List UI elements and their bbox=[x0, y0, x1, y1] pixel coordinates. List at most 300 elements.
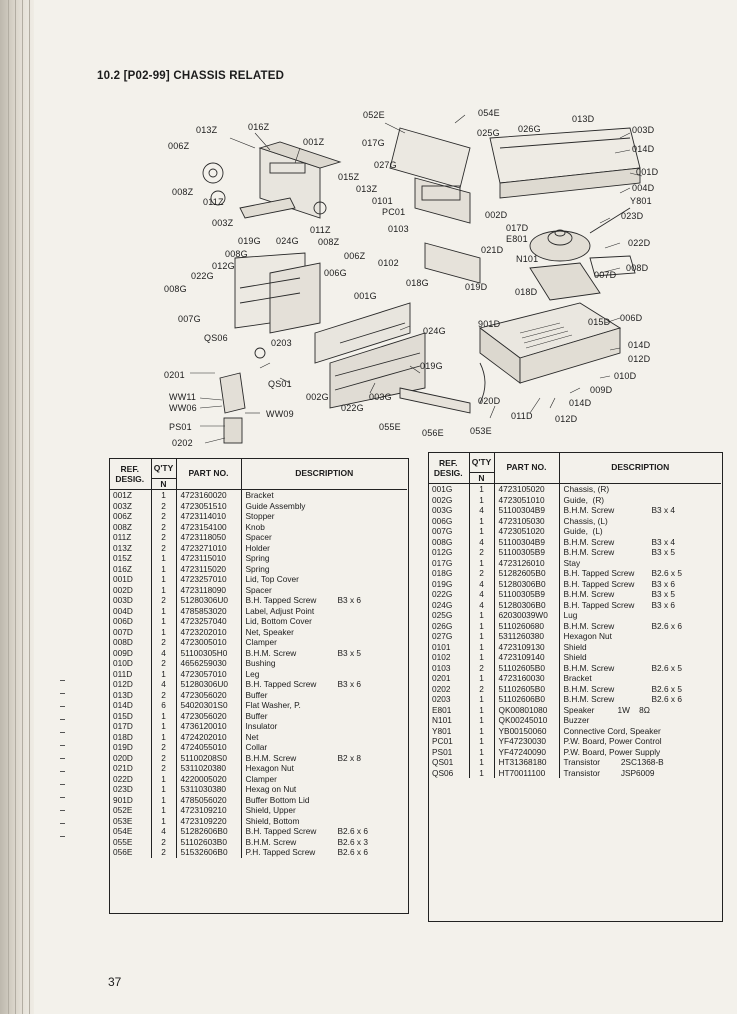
description-cell bbox=[241, 669, 407, 680]
description-cell bbox=[241, 837, 407, 848]
description-cell bbox=[559, 652, 721, 663]
part-no-cell: 4723109210 bbox=[176, 805, 241, 816]
ref-desig-cell: 013Z bbox=[109, 543, 151, 554]
callout-label: 011D bbox=[511, 411, 533, 421]
description-text: B.H. Tapped Screw bbox=[563, 578, 635, 589]
ref-desig-cell: 002G bbox=[428, 495, 469, 506]
size-spec-text: B2.6 x 5 bbox=[651, 683, 682, 694]
description-cell bbox=[241, 595, 407, 606]
description-cell bbox=[241, 627, 407, 638]
callout-label: 012D bbox=[628, 354, 651, 364]
qty-cell: 4 bbox=[469, 600, 494, 611]
table-row bbox=[428, 505, 721, 516]
ref-desig-cell: 012D bbox=[109, 679, 151, 690]
qty-cell: 1 bbox=[151, 574, 176, 585]
ref-desig-cell: 015Z bbox=[109, 553, 151, 564]
qty-cell: 1 bbox=[469, 558, 494, 569]
part-no-cell: 51280306B0 bbox=[494, 600, 559, 611]
qty-cell: 1 bbox=[151, 490, 176, 501]
callout-label: 023D bbox=[621, 211, 644, 221]
table-row bbox=[109, 732, 407, 743]
qty-cell: 1 bbox=[151, 616, 176, 627]
description-cell bbox=[559, 568, 721, 579]
description-text: P.W. Board, Power Control bbox=[563, 736, 662, 746]
description-text: P.H. Tapped Screw bbox=[245, 847, 316, 857]
ref-desig-cell: 052E bbox=[109, 805, 151, 816]
table-row bbox=[428, 642, 721, 653]
qty-cell: 4 bbox=[151, 826, 176, 837]
qty-cell: 2 bbox=[469, 547, 494, 558]
callout-label: 017G bbox=[362, 138, 385, 148]
table-row bbox=[428, 631, 721, 642]
callout-label: 014D bbox=[569, 398, 592, 408]
ref-desig-cell: 054E bbox=[109, 826, 151, 837]
table-row bbox=[428, 516, 721, 527]
qty-cell: 1 bbox=[151, 564, 176, 575]
qty-cell: 2 bbox=[151, 501, 176, 512]
part-no-cell: 4723202010 bbox=[176, 627, 241, 638]
ref-desig-cell: 0102 bbox=[428, 652, 469, 663]
part-no-cell: 4723271010 bbox=[176, 543, 241, 554]
description-cell bbox=[241, 606, 407, 617]
description-text: Shield, Bottom bbox=[245, 815, 300, 826]
callout-label: 024G bbox=[276, 236, 299, 246]
description-text: Lug bbox=[563, 610, 578, 620]
callout-label: QS01 bbox=[268, 379, 292, 389]
table-row bbox=[109, 711, 407, 722]
part-no-cell: 4785853020 bbox=[176, 606, 241, 617]
callout-label: 025G bbox=[477, 128, 500, 138]
part-no-cell: 4723118050 bbox=[176, 532, 241, 543]
part-no-cell: 4723051020 bbox=[494, 526, 559, 537]
qty-cell: 6 bbox=[151, 700, 176, 711]
qty-cell: 4 bbox=[469, 589, 494, 600]
table-row bbox=[428, 568, 721, 579]
callout-label: 022G bbox=[341, 403, 364, 413]
part-no-cell: 5311030380 bbox=[176, 784, 241, 795]
section-title: 10.2 [P02-99] CHASSIS RELATED bbox=[97, 70, 285, 82]
table-row bbox=[428, 621, 721, 632]
description-cell bbox=[241, 543, 407, 554]
callout-label: 0201 bbox=[164, 370, 185, 380]
top-cover-part bbox=[490, 128, 640, 198]
qty-cell: 1 bbox=[469, 768, 494, 779]
callout-label: 008D bbox=[626, 263, 649, 273]
table-row bbox=[109, 501, 407, 512]
qty-cell: 2 bbox=[151, 511, 176, 522]
qty-cell: 2 bbox=[151, 753, 176, 764]
description-cell bbox=[241, 795, 407, 806]
qty-header: Q'TY bbox=[469, 452, 494, 472]
description-cell bbox=[559, 694, 721, 705]
size-spec-text: B3 x 4 bbox=[651, 536, 676, 547]
description-text: Lid, Bottom Cover bbox=[245, 616, 312, 626]
part-no-cell: 4723109130 bbox=[494, 642, 559, 653]
description-cell bbox=[241, 648, 407, 659]
callout-label: 002D bbox=[485, 210, 508, 220]
description-cell bbox=[559, 747, 721, 758]
description-text: Bracket bbox=[563, 673, 592, 683]
size-spec-text: B3 x 4 bbox=[651, 505, 676, 515]
description-text: Buffer bbox=[245, 689, 268, 700]
callout-label: PS01 bbox=[169, 422, 192, 432]
description-header: DESCRIPTION bbox=[241, 458, 407, 490]
table-row bbox=[109, 784, 407, 795]
qty-cell: 4 bbox=[469, 537, 494, 548]
callout-label: E801 bbox=[506, 234, 528, 244]
table-row bbox=[109, 774, 407, 785]
table-row bbox=[428, 705, 721, 716]
qty-cell: 4 bbox=[469, 505, 494, 516]
callout-label: 022G bbox=[191, 271, 214, 281]
qty-cell: 2 bbox=[151, 637, 176, 648]
description-cell bbox=[241, 826, 407, 837]
callout-label: WW09 bbox=[266, 409, 294, 419]
description-text: Spring bbox=[245, 563, 270, 574]
callout-label: 027G bbox=[374, 160, 397, 170]
size-spec-text: B2.6 x 6 bbox=[651, 694, 682, 704]
description-text: B.H.M. Screw bbox=[563, 620, 615, 631]
part-no-cell: 4723109220 bbox=[176, 816, 241, 827]
ref-desig-cell: 023D bbox=[109, 784, 151, 795]
description-text: B.H.M. Screw bbox=[245, 647, 297, 658]
description-text: Net bbox=[245, 731, 259, 742]
callout-label: Y801 bbox=[630, 196, 652, 206]
ref-desig-cell: 006D bbox=[109, 616, 151, 627]
callout-label: 008G bbox=[225, 249, 248, 259]
part-no-cell: 51100304B9 bbox=[494, 505, 559, 516]
callout-label: 014D bbox=[628, 340, 651, 350]
part-no-cell: 4723057010 bbox=[176, 669, 241, 680]
size-spec-text: B2.6 x 6 bbox=[337, 826, 368, 836]
ref-desig-cell: 018G bbox=[428, 568, 469, 579]
ref-desig-cell: 018D bbox=[109, 732, 151, 743]
size-spec-text: B3 x 5 bbox=[651, 589, 676, 599]
part-no-cell: 51100304B9 bbox=[494, 537, 559, 548]
qty-cell: 2 bbox=[151, 690, 176, 701]
ref-desig-cell: 026G bbox=[428, 621, 469, 632]
ref-desig-cell: 012G bbox=[428, 547, 469, 558]
table-row bbox=[428, 757, 721, 768]
callout-label: 006D bbox=[620, 313, 643, 323]
description-text: B.H.M. Screw bbox=[563, 505, 615, 515]
description-text: Buzzer bbox=[563, 715, 590, 725]
page-edge-line bbox=[29, 0, 30, 1014]
callout-label: 014D bbox=[632, 144, 655, 154]
part-no-cell: 4656259030 bbox=[176, 658, 241, 669]
callout-label: 001G bbox=[354, 291, 377, 301]
ref-desig-cell: 008G bbox=[428, 537, 469, 548]
description-cell bbox=[559, 673, 721, 684]
ref-desig-cell: 003Z bbox=[109, 501, 151, 512]
part-no-cell: 4723154100 bbox=[176, 522, 241, 533]
description-text: B.H.M. Screw bbox=[563, 536, 615, 547]
part-no-cell: 4723056020 bbox=[176, 690, 241, 701]
description-cell bbox=[241, 690, 407, 701]
table-row bbox=[109, 606, 407, 617]
description-text: Clamper bbox=[245, 773, 277, 784]
table-row bbox=[109, 826, 407, 837]
part-no-cell: 51100305H0 bbox=[176, 648, 241, 659]
table-row bbox=[109, 511, 407, 522]
table-row bbox=[428, 726, 721, 737]
part-no-cell: 51102606B0 bbox=[494, 694, 559, 705]
ref-desig-cell: 016Z bbox=[109, 564, 151, 575]
table-row bbox=[428, 663, 721, 674]
part-no-cell: 4724202010 bbox=[176, 732, 241, 743]
ref-desig-cell: 022G bbox=[428, 589, 469, 600]
description-cell bbox=[559, 705, 721, 716]
callout-label: 007G bbox=[178, 314, 201, 324]
part-no-cell: 4723109140 bbox=[494, 652, 559, 663]
table-row bbox=[109, 721, 407, 732]
qty-cell: 1 bbox=[469, 642, 494, 653]
qty-cell: 1 bbox=[151, 553, 176, 564]
callout-label: 006G bbox=[324, 268, 347, 278]
table-row bbox=[428, 610, 721, 621]
table-row bbox=[109, 564, 407, 575]
description-text: B.H. Tapped Screw bbox=[563, 568, 635, 578]
speaker-net-part bbox=[530, 256, 635, 300]
ref-desig-cell: 019D bbox=[109, 742, 151, 753]
ref-desig-cell: 007D bbox=[109, 627, 151, 638]
ref-desig-cell: 021D bbox=[109, 763, 151, 774]
callout-label: 020D bbox=[478, 396, 501, 406]
description-text: Collar bbox=[245, 742, 268, 752]
table-row bbox=[428, 558, 721, 569]
description-text: Bracket bbox=[245, 490, 274, 500]
qty-cell: 1 bbox=[469, 484, 494, 495]
part-no-cell: 4723005010 bbox=[176, 637, 241, 648]
description-cell bbox=[241, 637, 407, 648]
table-row bbox=[109, 658, 407, 669]
description-text: Knob bbox=[245, 521, 265, 532]
callout-label: 021D bbox=[481, 245, 504, 255]
part-no-cell: YF47240090 bbox=[494, 747, 559, 758]
callout-label: 022D bbox=[628, 238, 651, 248]
description-cell bbox=[559, 558, 721, 569]
qty-cell: 1 bbox=[469, 705, 494, 716]
callout-label: 008G bbox=[164, 284, 187, 294]
callout-label: 003Z bbox=[212, 218, 234, 228]
table-row bbox=[109, 648, 407, 659]
callout-label: 007D bbox=[594, 270, 617, 280]
description-cell bbox=[241, 784, 407, 795]
callout-label: 012D bbox=[555, 414, 578, 424]
part-no-cell: 4723257040 bbox=[176, 616, 241, 627]
description-cell bbox=[559, 715, 721, 726]
table-row bbox=[109, 690, 407, 701]
ref-desig-cell: 007G bbox=[428, 526, 469, 537]
ref-desig-cell: 001G bbox=[428, 484, 469, 495]
page-edge-line bbox=[8, 0, 9, 1014]
description-text: B.H. Tapped Screw bbox=[245, 826, 317, 836]
ref-desig-cell: 009D bbox=[109, 648, 151, 659]
description-cell bbox=[559, 663, 721, 674]
callout-label: PC01 bbox=[382, 207, 406, 217]
ref-desig-cell: QS01 bbox=[428, 757, 469, 768]
ref-desig-cell: PC01 bbox=[428, 736, 469, 747]
description-cell bbox=[241, 658, 407, 669]
speaker-part bbox=[530, 208, 630, 261]
description-cell bbox=[241, 774, 407, 785]
qty-sub-header: N bbox=[151, 478, 176, 490]
table-row bbox=[428, 736, 721, 747]
exploded-view-diagram bbox=[160, 108, 700, 448]
table-row bbox=[428, 747, 721, 758]
table-row bbox=[109, 669, 407, 680]
table-row bbox=[428, 526, 721, 537]
ref-desig-cell: 0103 bbox=[428, 663, 469, 674]
callout-label: 019G bbox=[420, 361, 443, 371]
description-cell bbox=[241, 711, 407, 722]
description-cell bbox=[241, 532, 407, 543]
description-cell bbox=[559, 484, 721, 495]
ref-desig-cell: 055E bbox=[109, 837, 151, 848]
qty-cell: 2 bbox=[151, 658, 176, 669]
qty-cell: 2 bbox=[151, 543, 176, 554]
part-no-cell: YB00150060 bbox=[494, 726, 559, 737]
right-parts-table bbox=[428, 452, 721, 778]
ref-desig-cell: 001D bbox=[109, 574, 151, 585]
description-cell bbox=[241, 805, 407, 816]
description-cell bbox=[241, 585, 407, 596]
qty-cell: 2 bbox=[151, 595, 176, 606]
part-no-cell: 4785056020 bbox=[176, 795, 241, 806]
callout-label: 0202 bbox=[172, 438, 193, 448]
table-row bbox=[109, 753, 407, 764]
qty-cell: 2 bbox=[469, 684, 494, 695]
description-text: Transistor 2SC1368-B bbox=[563, 757, 664, 767]
qty-cell: 1 bbox=[469, 610, 494, 621]
ref-desig-cell: 010D bbox=[109, 658, 151, 669]
description-text: Shield bbox=[563, 641, 587, 652]
qty-cell: 2 bbox=[151, 522, 176, 533]
description-text: Connective Cord, Speaker bbox=[563, 725, 661, 736]
callout-label: 055E bbox=[379, 422, 401, 432]
part-no-cell: HT70011100 bbox=[494, 768, 559, 779]
callout-label: 006Z bbox=[168, 141, 190, 151]
callout-label: 013D bbox=[572, 114, 595, 124]
table-row bbox=[109, 522, 407, 533]
description-text: B.H. Tapped Screw bbox=[563, 599, 635, 610]
callout-label: 0103 bbox=[388, 224, 409, 234]
description-cell bbox=[559, 600, 721, 611]
part-no-cell: 5311260380 bbox=[494, 631, 559, 642]
description-text: Stay bbox=[563, 557, 581, 568]
qty-sub-header: N bbox=[469, 472, 494, 484]
part-no-cell: 51102603B0 bbox=[176, 837, 241, 848]
table-row bbox=[109, 816, 407, 827]
description-text: Spacer bbox=[245, 532, 272, 542]
description-text: Clamper bbox=[245, 637, 277, 647]
table-row bbox=[109, 795, 407, 806]
table-row bbox=[428, 495, 721, 506]
callout-label: 009D bbox=[590, 385, 613, 395]
size-spec-text: B3 x 6 bbox=[651, 578, 676, 589]
description-text: Guide, (L) bbox=[563, 526, 603, 536]
callout-label: 018D bbox=[515, 287, 538, 297]
qty-cell: 2 bbox=[151, 742, 176, 753]
page-edge-line bbox=[15, 0, 16, 1014]
qty-cell: 1 bbox=[151, 805, 176, 816]
ref-desig-cell: 006G bbox=[428, 516, 469, 527]
table-row bbox=[109, 742, 407, 753]
description-cell bbox=[241, 847, 407, 858]
callout-label: 003G bbox=[369, 392, 392, 402]
description-cell bbox=[241, 553, 407, 564]
qty-cell: 2 bbox=[469, 568, 494, 579]
ref-desig-cell: QS06 bbox=[428, 768, 469, 779]
qty-cell: 1 bbox=[151, 711, 176, 722]
ref-desig-cell: 019G bbox=[428, 579, 469, 590]
part-no-cell: 4724055010 bbox=[176, 742, 241, 753]
description-cell bbox=[559, 642, 721, 653]
size-spec-text: B2.6 x 5 bbox=[651, 662, 682, 673]
callout-label: 0203 bbox=[271, 338, 292, 348]
ref-desig-cell: 011Z bbox=[109, 532, 151, 543]
part-no-cell: 4723105020 bbox=[494, 484, 559, 495]
description-text: Leg bbox=[245, 668, 260, 679]
qty-cell: 1 bbox=[469, 715, 494, 726]
table-row bbox=[109, 490, 407, 501]
ref-desig-cell: 020D bbox=[109, 753, 151, 764]
left-parts-table bbox=[109, 458, 407, 858]
callout-label: 011Z bbox=[203, 197, 224, 207]
callout-label: 011Z bbox=[310, 225, 331, 235]
description-cell bbox=[559, 537, 721, 548]
qty-cell: 2 bbox=[151, 532, 176, 543]
part-no-cell: 51282606B0 bbox=[176, 826, 241, 837]
description-cell bbox=[241, 742, 407, 753]
description-cell bbox=[241, 721, 407, 732]
part-no-cell: 4723160030 bbox=[494, 673, 559, 684]
table-row bbox=[109, 616, 407, 627]
part-no-cell: 62030039W0 bbox=[494, 610, 559, 621]
description-text: Shield bbox=[563, 652, 587, 662]
description-cell bbox=[559, 516, 721, 527]
description-cell bbox=[559, 579, 721, 590]
qty-cell: 4 bbox=[151, 648, 176, 659]
table-row bbox=[109, 532, 407, 543]
description-cell bbox=[559, 610, 721, 621]
description-text: Shield, Upper bbox=[245, 805, 296, 815]
callout-label: 012G bbox=[212, 261, 235, 271]
description-text: Chassis, (R) bbox=[563, 484, 610, 494]
part-no-header: PART NO. bbox=[494, 452, 559, 484]
callout-label: 056E bbox=[422, 428, 444, 438]
ref-desig-cell: 011D bbox=[109, 669, 151, 680]
table-row bbox=[109, 763, 407, 774]
ref-desig-cell: 003G bbox=[428, 505, 469, 516]
table-row bbox=[428, 694, 721, 705]
description-text: B.H.M. Screw bbox=[245, 752, 297, 763]
qty-cell: 1 bbox=[469, 694, 494, 705]
callout-label: 008Z bbox=[318, 237, 340, 247]
qty-cell: 1 bbox=[469, 495, 494, 506]
qty-cell: 1 bbox=[151, 732, 176, 743]
description-cell bbox=[241, 616, 407, 627]
ref-desig-cell: Y801 bbox=[428, 726, 469, 737]
qty-cell: 1 bbox=[151, 795, 176, 806]
description-cell bbox=[559, 621, 721, 632]
table-row bbox=[428, 589, 721, 600]
description-text: B.H. Tapped Screw bbox=[245, 595, 317, 605]
qty-cell: 1 bbox=[151, 627, 176, 638]
description-cell bbox=[559, 684, 721, 695]
part-no-cell: 4723115010 bbox=[176, 553, 241, 564]
part-no-cell: QK00245010 bbox=[494, 715, 559, 726]
